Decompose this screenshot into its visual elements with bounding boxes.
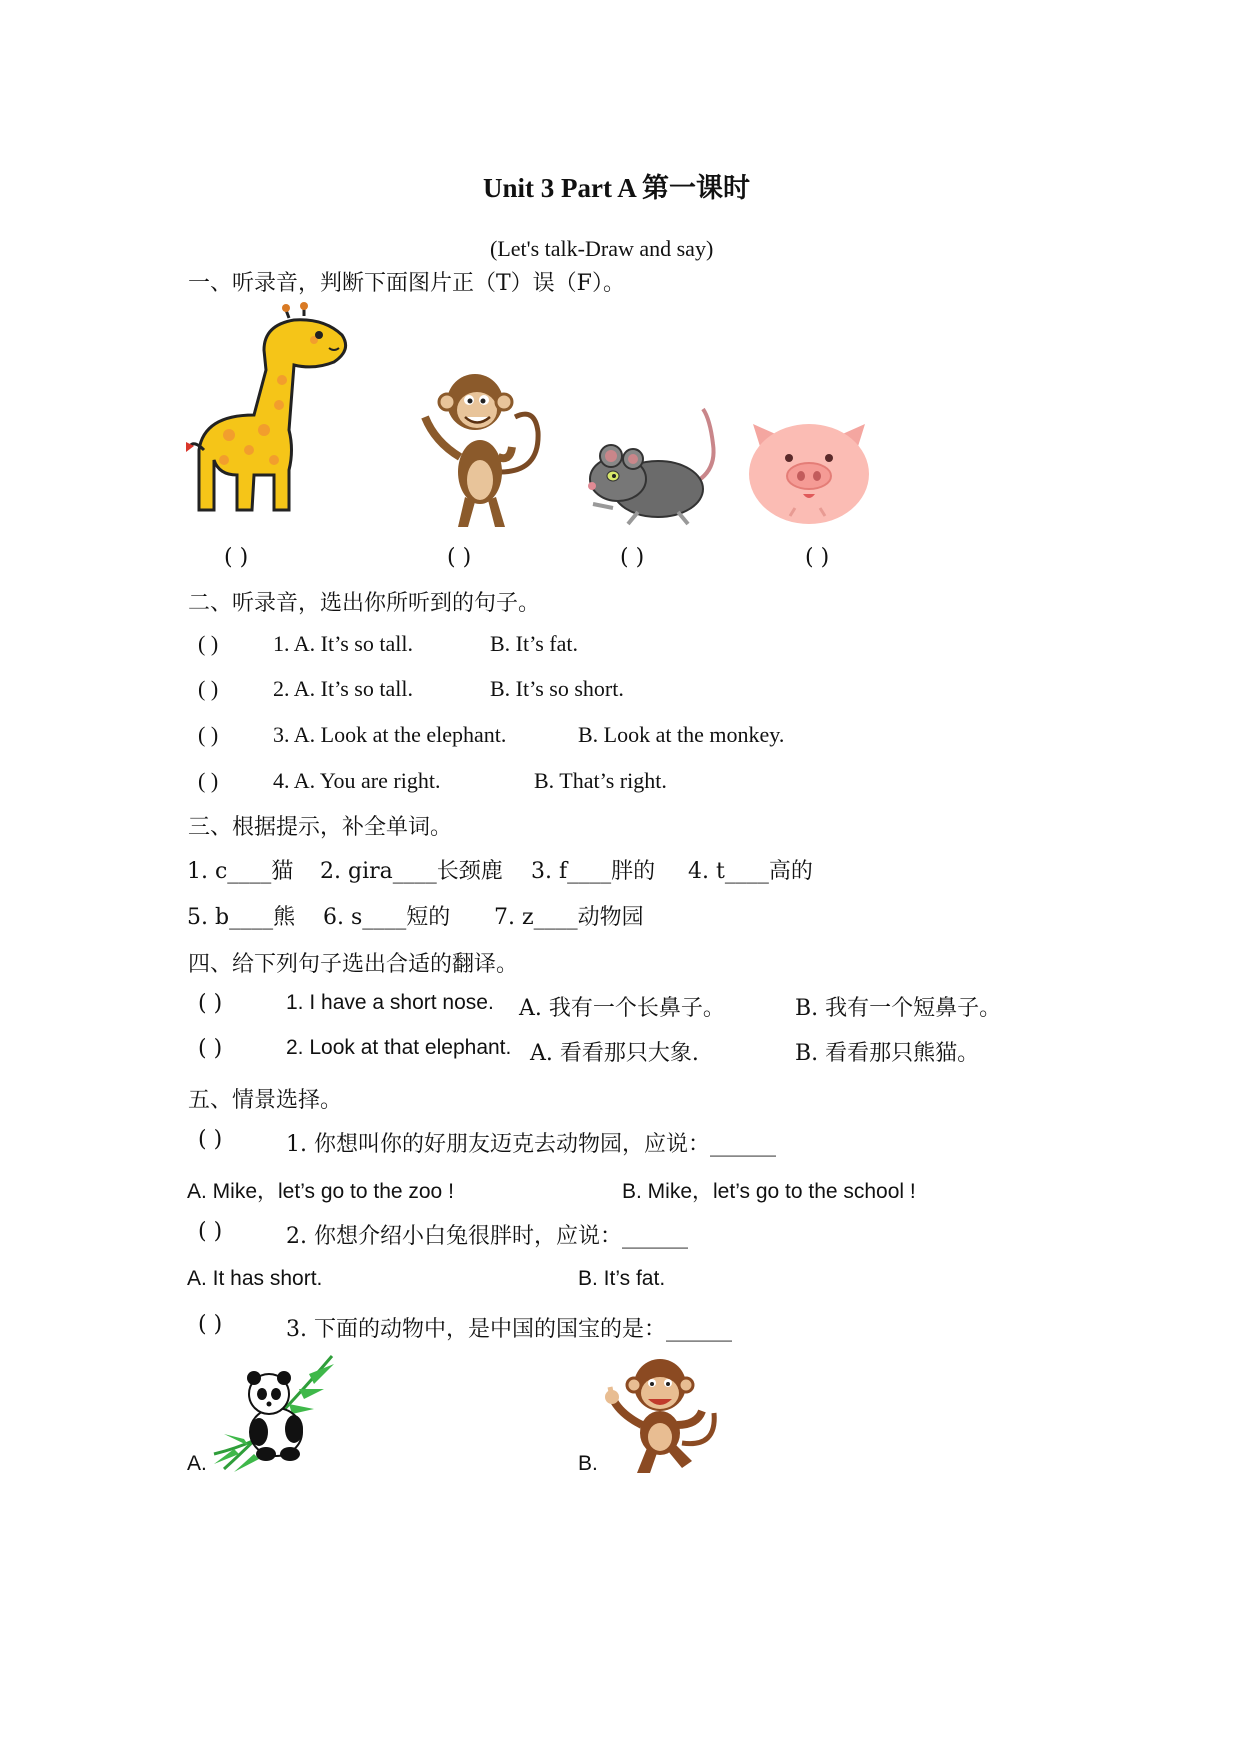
option-b: B. Look at the monkey. <box>578 722 785 747</box>
section5-heading: 五、情景选择。 <box>188 1088 343 1113</box>
question-text: 2. Look at that elephant. <box>286 1036 512 1059</box>
option-a: A. 我有一个长鼻子。 <box>519 996 725 1021</box>
question-text: 1. I have a short nose. <box>286 991 494 1014</box>
monkey-thumbs-up-icon <box>602 1353 722 1478</box>
word-blank-item: 3. f____胖的 <box>531 859 656 884</box>
word-blank-item: 1. c____猫 <box>187 859 294 884</box>
option-a: 2. A. It’s so tall. <box>273 676 413 701</box>
section3-heading: 三、根据提示，补全单词。 <box>188 815 453 840</box>
option-b: B. <box>578 1452 598 1475</box>
option-a: 4. A. You are right. <box>273 768 441 793</box>
panda-icon <box>214 1354 339 1472</box>
option-a: A. It has short. <box>187 1267 323 1290</box>
question-text: 3. 下面的动物中，是中国的国宝的是：______ <box>286 1317 732 1342</box>
answer-blank[interactable]: ( ) <box>198 676 219 701</box>
word-blank-item: 7. z____动物园 <box>494 905 644 930</box>
answer-blank[interactable]: ( ) <box>620 545 645 570</box>
word-blank-item: 6. s____短的 <box>323 905 451 930</box>
option-b: B. It’s fat. <box>578 1267 666 1290</box>
monkey-icon <box>420 362 550 532</box>
answer-blank[interactable]: ( ) <box>198 631 219 656</box>
page-subtitle: (Let's talk-Draw and say) <box>490 236 714 261</box>
option-a: 1. A. It’s so tall. <box>273 631 413 656</box>
option-a: A. 看看那只大象. <box>530 1041 699 1066</box>
option-a: 3. A. Look at the elephant. <box>273 722 507 747</box>
answer-blank[interactable]: ( ) <box>198 1036 223 1061</box>
answer-blank[interactable]: ( ) <box>198 768 219 793</box>
answer-blank[interactable]: ( ) <box>198 991 223 1016</box>
answer-blank[interactable]: ( ) <box>224 545 249 570</box>
mouse-icon <box>583 404 728 530</box>
giraffe-icon <box>194 310 359 525</box>
pig-icon <box>745 416 873 528</box>
option-b: B. 我有一个短鼻子。 <box>795 996 1002 1021</box>
section2-heading: 二、听录音，选出你所听到的句子。 <box>188 591 541 616</box>
answer-blank[interactable]: ( ) <box>198 1127 223 1152</box>
option-b: B. That’s right. <box>534 768 667 793</box>
word-blank-item: 2. gira____长颈鹿 <box>320 859 503 884</box>
question-text: 1. 你想叫你的好朋友迈克去动物园，应说：______ <box>286 1132 776 1157</box>
answer-blank[interactable]: ( ) <box>198 722 219 747</box>
option-b: B. Mike，let’s go to the school ! <box>622 1180 916 1203</box>
page-title: Unit 3 Part A 第一课时 <box>483 173 750 203</box>
answer-blank[interactable]: ( ) <box>447 545 472 570</box>
option-a: A. Mike，let’s go to the zoo ! <box>187 1180 454 1203</box>
section4-heading: 四、给下列句子选出合适的翻译。 <box>188 952 519 977</box>
answer-blank[interactable]: ( ) <box>805 545 830 570</box>
option-b: B. It’s fat. <box>490 631 578 656</box>
option-b: B. 看看那只熊猫。 <box>795 1041 980 1066</box>
answer-blank[interactable]: ( ) <box>198 1219 223 1244</box>
option-a: A. <box>187 1452 207 1475</box>
option-b: B. It’s so short. <box>490 676 624 701</box>
word-blank-item: 5. b____熊 <box>187 905 296 930</box>
question-text: 2. 你想介绍小白兔很胖时，应说：______ <box>286 1224 688 1249</box>
section1-heading: 一、听录音，判断下面图片正（T）误（F）。 <box>188 271 625 296</box>
answer-blank[interactable]: ( ) <box>198 1312 223 1337</box>
word-blank-item: 4. t____高的 <box>688 859 813 884</box>
